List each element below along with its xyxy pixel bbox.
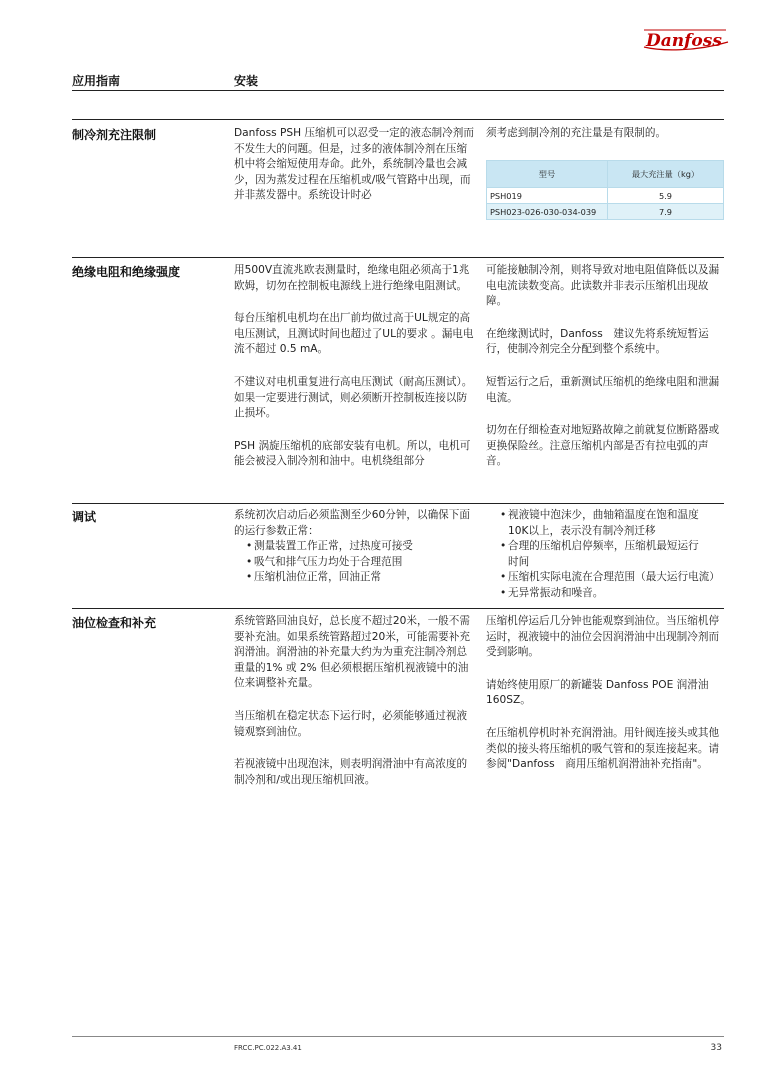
danfoss-logo — [640, 22, 732, 56]
list-item-continuation: 时间 — [508, 555, 530, 568]
paragraph: 系统管路回油良好，总长度不超过20米，一般不需要补充油。如果系统管路超过20米，可能需要补充润滑油。润滑油的补充量大约为为重充注制冷剂总重量的1% 或 2% 但必须根据压缩机视液镜中的油位来调整补充量。 — [234, 615, 470, 690]
list-item: • 吸气和排气压力均处于合理范围 — [246, 555, 474, 571]
list-item-text: 压缩机实际电流在合理范围（最大运行电流） — [508, 571, 720, 584]
page-number: 33 — [710, 1043, 722, 1053]
header-installation: 安装 — [234, 74, 259, 88]
insulation-left-text — [234, 263, 474, 487]
list-item: • 测量装置工作正常，过热度可接受 — [246, 539, 474, 555]
charge-right-text — [486, 126, 726, 159]
list-item: • 压缩机油位正常，回油正常 — [246, 570, 474, 586]
paragraph: 请始终使用原厂的新罐装 Danfoss POE 润滑油160SZ。 — [486, 678, 709, 707]
list-item — [500, 539, 726, 570]
table-row — [487, 204, 724, 220]
paragraph: Danfoss PSH 压缩机可以忍受一定的液态制冷剂而不发生大的问题。但是，过多的液体制冷剂在压缩机中将会缩短使用寿命。此外，系统制冷量也会减少，因为蒸发过程在压缩机或/吸气管路中出现，而并非蒸发器中。系统设计时必 — [234, 127, 474, 202]
list-item — [500, 586, 726, 602]
paragraph: 每台压缩机电机均在出厂前均做过高于UL规定的高电压测试，且测试时间也超过了UL的要求 。漏电电流不超过 0.5 mA。 — [234, 312, 474, 356]
table-header-model: 型号 — [487, 161, 608, 188]
list-item-text: 合理的压缩机启停频率，压缩机最短运行 — [508, 540, 699, 553]
list-item-text: 无异常振动和噪音。 — [508, 586, 604, 599]
insulation-right-text — [486, 263, 726, 487]
paragraph: 系统初次启动后必须监测至少60分钟，以确保下面的运行参数正常： — [234, 509, 470, 537]
charge-limit-table — [486, 160, 724, 220]
list-item — [500, 570, 726, 586]
check-list — [486, 508, 726, 602]
check-list — [234, 539, 474, 586]
section-title-charge: 制冷剂充注限制 — [72, 128, 157, 142]
paragraph: 用500V直流兆欧表测量时，绝缘电阻必须高于1兆欧姆，切勿在控制板电源线上进行绝缘电阻测试。 — [234, 264, 470, 292]
brand-text: Danfoss — [646, 31, 722, 51]
table-cell-model: PSH023-026-030-034-039 — [487, 204, 608, 220]
table-header-max-charge: 最大充注量（kg） — [608, 161, 724, 188]
paragraph: 须考虑到制冷剂的充注量是有限制的。 — [486, 127, 667, 139]
commissioning-right-text — [486, 508, 726, 602]
paragraph: 不建议对电机重复进行高电压测试（耐高压测试）。如果一定要进行测试，则必须断开控制板连接以防止损坏。 — [234, 375, 473, 420]
charge-left-text — [234, 126, 474, 221]
section-divider — [72, 503, 724, 504]
paragraph: 当压缩机在稳定状态下运行时，必须能够通过视液镜观察到油位。 — [234, 709, 468, 738]
list-item-text: 视液镜中泡沫少，曲轴箱温度在饱和温度 — [508, 509, 699, 521]
footer-divider — [72, 1036, 724, 1037]
paragraph: 在绝缘测试时，Danfoss 建议先将系统短暂运行，使制冷剂完全分配到整个系统中。 — [486, 327, 709, 356]
table-row — [487, 188, 724, 204]
paragraph: 可能接触制冷剂，则将导致对地电阻值降低以及漏电电流读数变高。此读数并非表示压缩机出现故障。 — [486, 264, 720, 308]
header-divider — [72, 90, 724, 91]
table-cell-value: 5.9 — [608, 188, 724, 204]
document-code: FRCC.PC.022.A3.41 — [234, 1044, 302, 1052]
section-divider — [72, 119, 724, 120]
paragraph: 切勿在仔细检查对地短路故障之前就复位断路器或更换保险丝。注意压缩机内部是否有拉电弧的声音。 — [486, 424, 720, 468]
table-cell-model: PSH019 — [487, 188, 608, 204]
commissioning-left-text — [234, 508, 474, 586]
list-item — [500, 508, 726, 539]
table-header-row — [487, 161, 724, 188]
section-divider — [72, 257, 724, 258]
oil-left-text — [234, 614, 474, 805]
paragraph: 若视液镜中出现泡沫，则表明润滑油中有高浓度的制冷剂和/或出现压缩机回液。 — [234, 758, 468, 786]
section-title-commissioning: 调试 — [72, 510, 97, 524]
paragraph: PSH 涡旋压缩机的底部安装有电机。所以，电机可能会被浸入制冷剂和油中。电机绕组部分 — [234, 439, 471, 468]
header-guide: 应用指南 — [72, 74, 121, 88]
section-divider — [72, 608, 724, 609]
section-title-insulation: 绝缘电阻和绝缘强度 — [72, 265, 181, 279]
table-cell-value: 7.9 — [608, 204, 724, 220]
list-item-continuation: 10K以上，表示没有制冷剂迁移 — [508, 524, 656, 537]
oil-right-text — [486, 614, 726, 790]
paragraph: 在压缩机停机时补充润滑油。用针阀连接头或其他类似的接头将压缩机的吸气管和的泵连接起来。请参阅"Danfoss 商用压缩机润滑油补充指南"。 — [486, 726, 720, 771]
section-title-oil: 油位检查和补充 — [72, 616, 157, 630]
paragraph: 压缩机停运后几分钟也能观察到油位。当压缩机停运时，视液镜中的油位会因润滑油中出现制冷剂而受到影响。 — [486, 615, 720, 659]
paragraph: 短暂运行之后，重新测试压缩机的绝缘电阻和泄漏电流。 — [486, 375, 720, 404]
